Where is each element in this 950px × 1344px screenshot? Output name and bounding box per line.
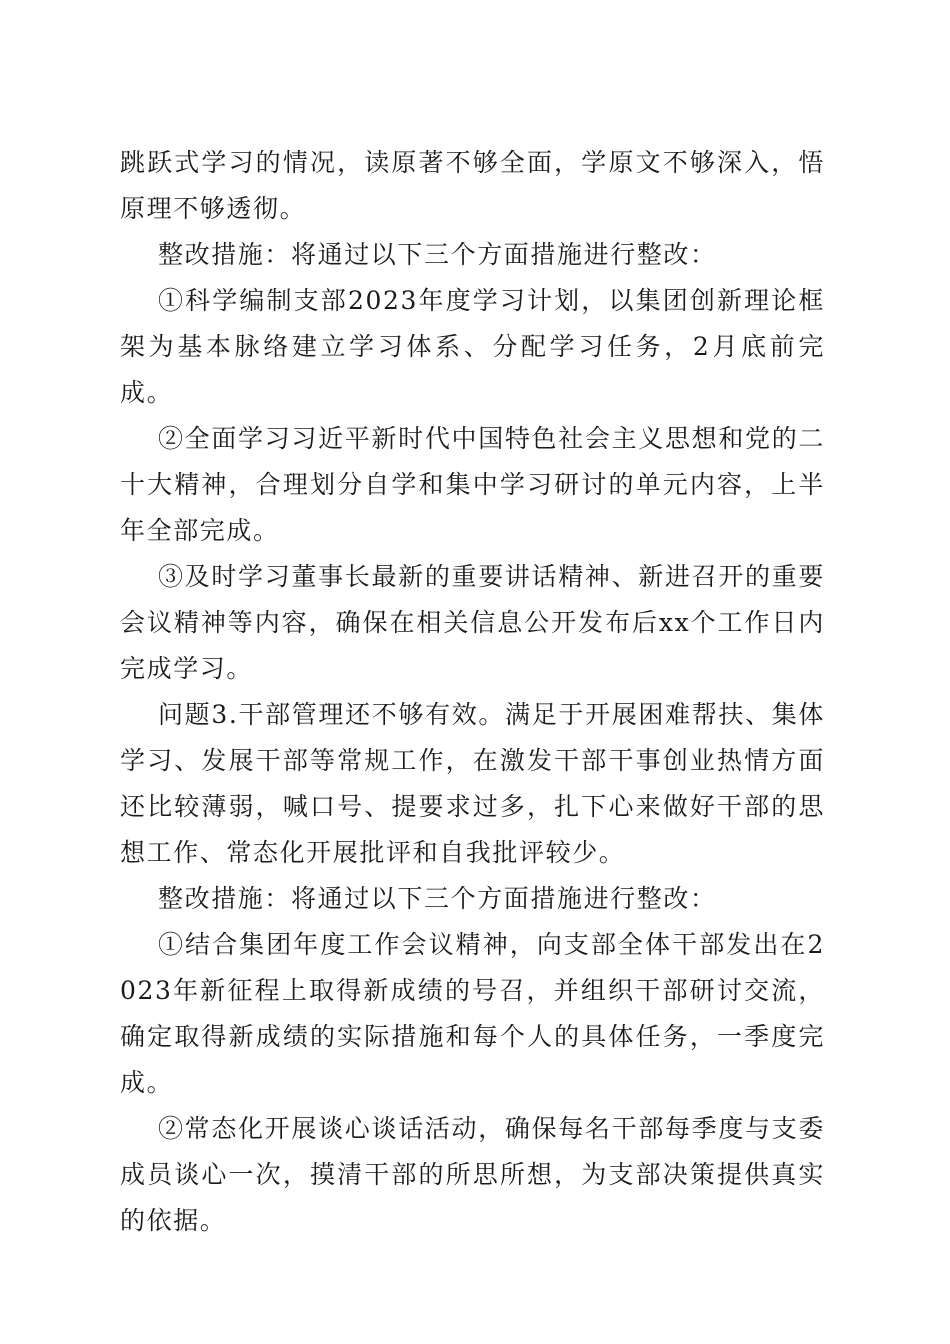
paragraph-continuation: 跳跃式学习的情况，读原著不够全面，学原文不够深入，悟原理不够透彻。: [120, 148, 825, 223]
paragraph-measure-1: ①科学编制支部2023年度学习计划，以集团创新理论框架为基本脉络建立学习体系、分配学习任务，2月底前完成。: [120, 286, 825, 407]
paragraph-measures-heading: 整改措施：将通过以下三个方面措施进行整改：: [158, 240, 717, 269]
paragraph-measures-heading-2: 整改措施：将通过以下三个方面措施进行整改：: [158, 884, 717, 913]
paragraph-measure-3: ③及时学习董事长最新的重要讲话精神、新进召开的重要会议精神等内容，确保在相关信息公开发布后xx个工作日内完成学习。: [120, 562, 825, 683]
paragraph-problem-3: 问题3.干部管理还不够有效。满足于开展困难帮扶、集体学习、发展干部等常规工作，在激发干部干事创业热情方面还比较薄弱，喊口号、提要求过多，扎下心来做好干部的思想工作、常态化开展批评和自我批评较少。: [120, 700, 825, 867]
paragraph-measure-2: ②全面学习习近平新时代中国特色社会主义思想和党的二十大精神，合理划分自学和集中学习研讨的单元内容，上半年全部完成。: [120, 424, 825, 545]
document-page: [120, 140, 825, 1244]
paragraph-measure-5: ②常态化开展谈心谈话活动，确保每名干部每季度与支委成员谈心一次，摸清干部的所思所想，为支部决策提供真实的依据。: [120, 1114, 825, 1235]
paragraph-measure-4: ①结合集团年度工作会议精神，向支部全体干部发出在2023年新征程上取得新成绩的号召，并组织干部研讨交流，确定取得新成绩的实际措施和每个人的具体任务，一季度完成。: [120, 930, 825, 1097]
